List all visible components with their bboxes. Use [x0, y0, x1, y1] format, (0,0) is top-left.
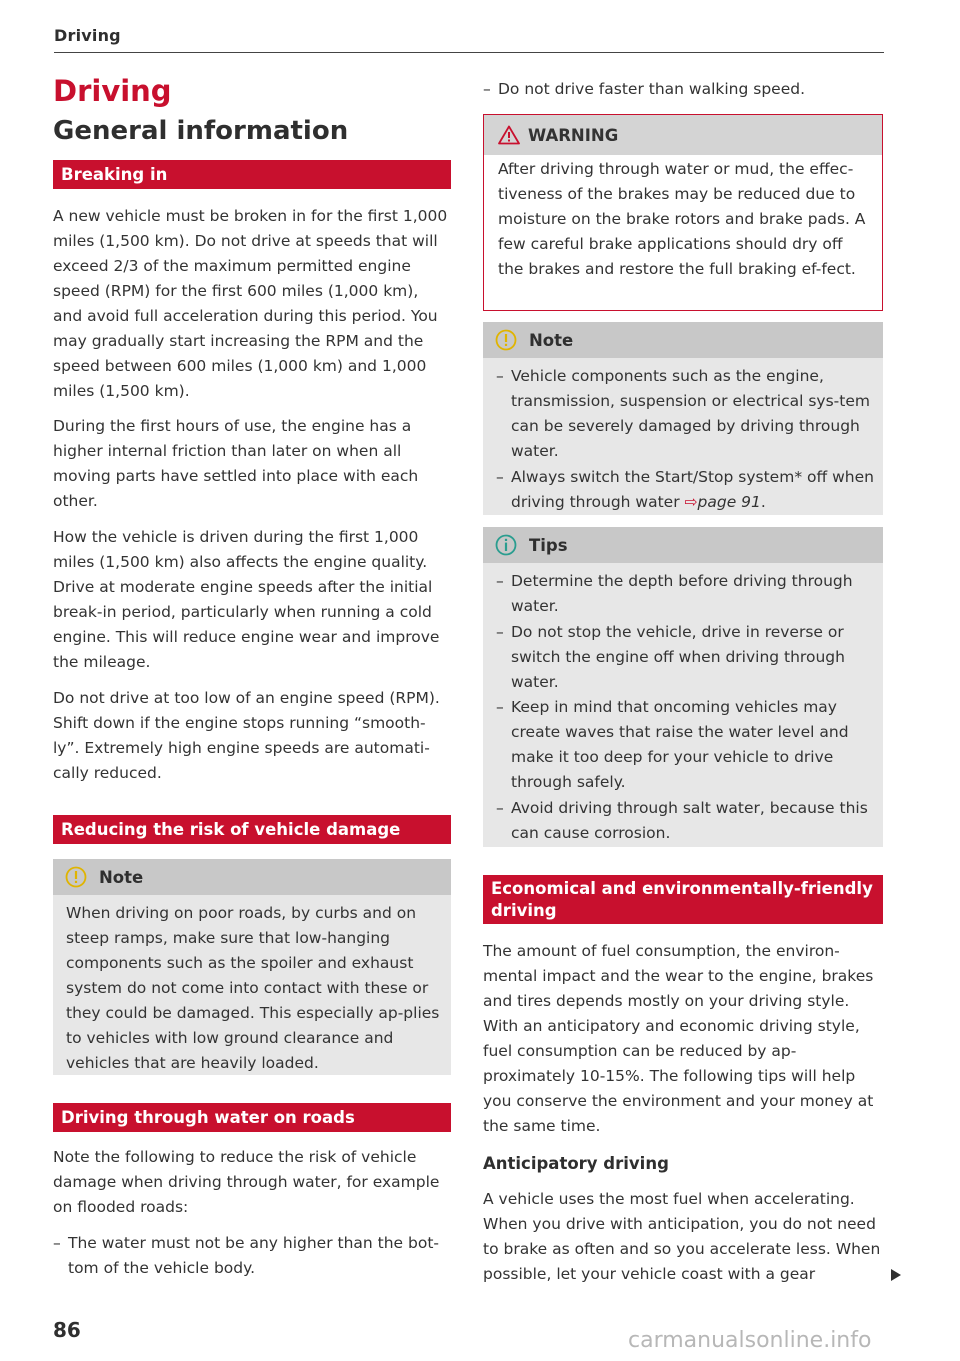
note-text: When driving on poor roads, by curbs and on steep ramps, make sure that low-hanging components such as the spoiler and exhaust system do not come into contact with these or they could be damaged. This especially ap-plies to vehicles with low ground clearance and vehicles that are heavily loaded. [66, 904, 440, 1072]
tips-bullet-4: – Avoid driving through salt water, because this can cause corrosion. [496, 796, 874, 846]
breaking-in-paragraph-1: A new vehicle must be broken in for the first 1,000 miles (1,500 km). Do not drive at speeds that will exceed 2/3 of the maximum permitted engine speed (RPM) for the first 600 miles (1,000 km), and avoid full acceleration during this period. You may gradually start increasing the RPM and the speed between 600 miles (1,000 km) and 1,000 miles (1,500 km). [53, 207, 448, 400]
water-bullet-text: The water must not be any higher than the bot-tom of the vehicle body. [68, 1234, 440, 1277]
note-box-header [53, 859, 451, 895]
note-bullet-text: Always switch the Start/Stop system* off when driving through water [511, 468, 874, 511]
note-bullet-2: – Always switch the Start/Stop system* off when driving through water ⇨page 91. [496, 468, 874, 511]
note-box-reducing-risk [53, 859, 451, 1075]
water-intro: Note the following to reduce the risk of vehicle damage when driving through water, for example on flooded roads: [53, 1148, 440, 1216]
exclamation-circle-icon [495, 329, 517, 351]
tips-bullet-text: Avoid driving through salt water, because this can cause corrosion. [511, 799, 868, 842]
note-bullet-text: Vehicle components such as the engine, transmission, suspension or electrical sys-tem can be severely damaged by driving through water. [511, 367, 870, 460]
warning-box [483, 114, 883, 311]
warning-text: After driving through water or mud, the effec-tiveness of the brakes may be reduced due to moisture on the brake rotors and brake pads. A few careful brake applications should dry off the brakes and restore the full braking ef-fect. [498, 160, 866, 278]
warning-header [484, 115, 882, 155]
arrow-right-icon: ⇨ [684, 493, 698, 511]
tips-bullet-3: – Keep in mind that oncoming vehicles may create waves that raise the water level and make it too deep for your vehicle to drive through safely. [496, 695, 874, 795]
tips-label: Tips [529, 535, 568, 555]
tips-bullet-text: Determine the depth before driving through water. [511, 572, 853, 615]
header-rule [54, 52, 884, 53]
subheading-anticipatory-driving: Anticipatory driving [483, 1154, 669, 1173]
tips-bullet-2: – Do not stop the vehicle, drive in reverse or switch the engine off when driving through water. [496, 620, 874, 695]
heading-breaking-in: Breaking in [53, 160, 451, 189]
warning-triangle-icon [498, 125, 520, 145]
water-bullet-text: Do not drive faster than walking speed. [498, 80, 806, 98]
water-bullet-2: – Do not drive faster than walking speed. [483, 77, 883, 102]
economical-paragraph-2: A vehicle uses the most fuel when accelerating. When you drive with anticipation, you do not need to brake as often and so you accelerate less. When possible, let your vehicle coast with a gear [483, 1190, 881, 1283]
note-label: Note [529, 330, 574, 350]
note-label: Note [99, 867, 144, 887]
breaking-in-paragraph-3: How the vehicle is driven during the first 1,000 miles (1,500 km) also affects the engine quality. Drive at moderate engine speeds after the initial break-in period, particularly when running a cold engine. This will reduce engine wear and improve the mileage. [53, 528, 440, 671]
section-title: General information [53, 116, 349, 146]
warning-label: WARNING [528, 125, 619, 145]
heading-water-on-roads: Driving through water on roads [53, 1103, 451, 1132]
water-bullet-1: – The water must not be any higher than the bot-tom of the vehicle body. [53, 1231, 451, 1281]
chapter-title: Driving [53, 74, 172, 108]
breaking-in-paragraph-4: Do not drive at too low of an engine speed (RPM). Shift down if the engine stops running “smooth-ly”. Extremely high engine speeds are automati-cally reduced. [53, 689, 440, 782]
info-circle-icon [495, 534, 517, 556]
heading-reducing-risk: Reducing the risk of vehicle damage [53, 815, 451, 844]
exclamation-circle-icon [65, 866, 87, 888]
note-box-header [483, 322, 883, 358]
economical-paragraph-1: The amount of fuel consumption, the environ-mental impact and the wear to the engine, brakes and tires depends mostly on your driving style. With an anticipatory and economic driving style, fuel consumption can be reduced by ap-proximately 10-15%. The following tips will help you conserve the environment and your money at the same time. [483, 942, 874, 1135]
note-bullet-1: – Vehicle components such as the engine, transmission, suspension or electrical sys-tem can be severely damaged by driving through water. [496, 364, 874, 464]
note-box-water [483, 322, 883, 515]
breaking-in-paragraph-2: During the first hours of use, the engine has a higher internal friction than later on when all moving parts have settled into place with each other. [53, 417, 419, 510]
tips-bullet-1: – Determine the depth before driving through water. [496, 569, 874, 619]
running-head: Driving [54, 26, 121, 45]
page-number: 86 [53, 1318, 81, 1342]
tips-bullet-text: Do not stop the vehicle, drive in reverse or switch the engine off when driving through water. [511, 623, 845, 691]
tips-box-header [483, 527, 883, 563]
page-reference-link[interactable]: page 91 [697, 493, 761, 511]
watermark: carmanualsonline.info [628, 1328, 872, 1353]
tips-bullet-text: Keep in mind that oncoming vehicles may create waves that raise the water level and make it too deep for your vehicle to drive through safely. [511, 698, 849, 791]
heading-economical-driving: Economical and environmentally-friendly driving [483, 875, 883, 924]
continue-arrow-icon [889, 1268, 903, 1282]
tips-box [483, 527, 883, 847]
